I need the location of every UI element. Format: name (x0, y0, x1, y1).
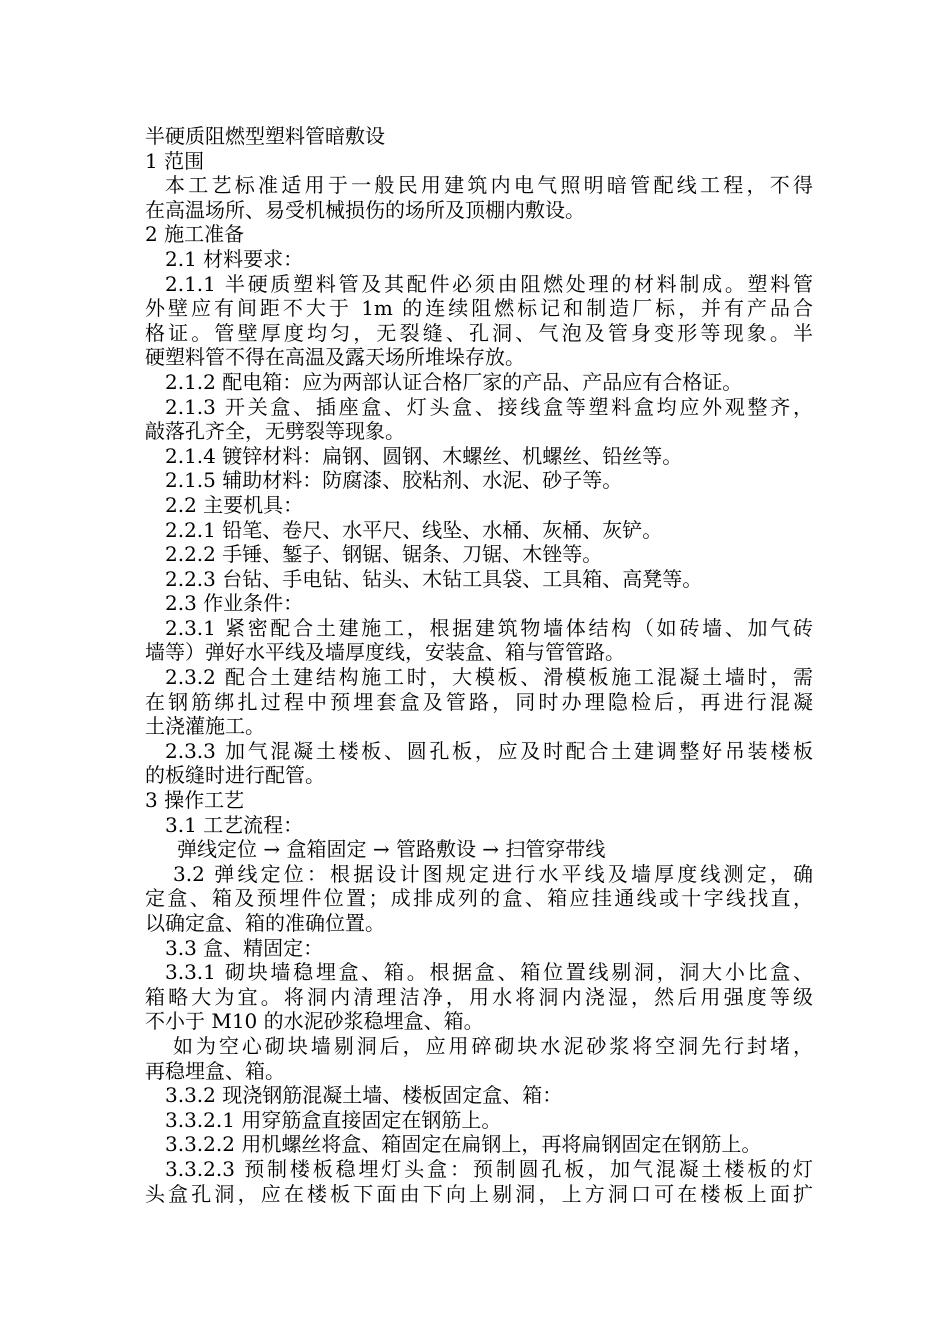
text-line: 2.1.5 辅助材料：防腐漆、胶粘剂、水泥、砂子等。 (165, 468, 623, 493)
text-line: 定盒、箱及预埋件位置；成排成列的盒、箱应挂通线或十字线找直， (145, 886, 813, 911)
text-line: 在高温场所、易受机械损伤的场所及顶棚内敷设。 (145, 197, 585, 222)
text-line: 2.1.2 配电箱：应为两部认证合格厂家的产品、产品应有合格证。 (165, 369, 743, 394)
text-line: 2.3.3 加气混凝土楼板、圆孔板，应及时配合土建调整好吊装楼板 (165, 738, 813, 763)
text-line: 2.3 作业条件： (165, 591, 304, 616)
text-line: 3.3.2.1 用穿筋盒直接固定在钢筋上。 (165, 1107, 502, 1132)
text-line: 3.2 弹线定位：根据设计图规定进行水平线及墙厚度线测定，确 (173, 861, 813, 886)
text-line: 2.1.1 半硬质塑料管及其配件必须由阻燃处理的材料制成。塑料管 (165, 271, 813, 296)
text-line: 如为空心砌块墙剔洞后，应用碎砌块水泥砂浆将空洞先行封堵， (173, 1033, 813, 1058)
text-line: 头盒孔洞，应在楼板下面由下向上剔洞，上方洞口可在楼板上面扩 (145, 1181, 813, 1206)
text-line: 3.3.2 现浇钢筋混凝土墙、楼板固定盒、箱： (165, 1083, 563, 1108)
text-line: 的板缝时进行配管。 (145, 763, 325, 788)
text-line: 土浇灌施工。 (145, 714, 265, 739)
text-line: 弹线定位 → 盒箱固定 → 管路敷设 → 扫管穿带线 (177, 837, 606, 862)
text-line: 2.2 主要机具： (165, 492, 304, 517)
text-line: 2.3.1 紧密配合土建施工，根据建筑物墙体结构（如砖墙、加气砖 (165, 615, 813, 640)
text-line: 墙等）弹好水平线及墙厚度线，安装盒、箱与管管路。 (145, 640, 625, 665)
text-line: 2.2.3 台钻、手电钻、钻头、木钻工具袋、工具箱、高凳等。 (165, 566, 703, 591)
text-line: 再稳埋盒、箱。 (145, 1058, 285, 1083)
text-line: 3.1 工艺流程： (165, 812, 304, 837)
text-line: 硬塑料管不得在高温及露天场所堆垛存放。 (145, 345, 525, 370)
text-line: 本工艺标准适用于一般民用建筑内电气照明暗管配线工程，不得 (165, 173, 813, 198)
text-line: 2.2.1 铅笔、卷尺、水平尺、线坠、水桶、灰桶、灰铲。 (165, 517, 663, 542)
text-line: 敲落孔齐全，无劈裂等现象。 (145, 419, 405, 444)
text-line: 3.3.2.3 预制楼板稳埋灯头盒：预制圆孔板，加气混凝土楼板的灯 (165, 1156, 813, 1181)
text-line: 2.1 材料要求： (165, 246, 304, 271)
text-line: 2.3.2 配合土建结构施工时，大模板、滑模板施工混凝土墙时，需 (165, 665, 813, 690)
document-title: 半硬质阻燃型塑料管暗敷设 (145, 124, 385, 148)
text-line: 3.3.1 砌块墙稳埋盒、箱。根据盒、箱位置线剔洞，洞大小比盒、 (165, 960, 813, 985)
document-body (145, 124, 813, 1206)
text-line: 不小于 M10 的水泥砂浆稳埋盒、箱。 (145, 1009, 484, 1034)
text-line: 2.2.2 手锤、錾子、钢锯、锯条、刀锯、木锉等。 (165, 542, 603, 567)
text-line: 3 操作工艺 (145, 788, 245, 813)
text-line: 格证。管壁厚度均匀，无裂缝、孔洞、气泡及管身变形等现象。半 (145, 320, 813, 345)
text-line: 2 施工准备 (145, 222, 245, 247)
text-line: 1 范围 (145, 148, 205, 173)
text-line: 外壁应有间距不大于 1m 的连续阻燃标记和制造厂标，并有产品合 (145, 296, 813, 321)
text-line: 箱略大为宜。将洞内清理洁净，用水将洞内浇湿，然后用强度等级 (145, 984, 813, 1009)
text-line: 2.1.4 镀锌材料：扁钢、圆钢、木螺丝、机螺丝、铅丝等。 (165, 443, 683, 468)
text-line: 2.1.3 开关盒、插座盒、灯头盒、接线盒等塑料盒均应外观整齐， (165, 394, 813, 419)
text-line: 在钢筋绑扎过程中预埋套盒及管路，同时办理隐检后，再进行混凝 (145, 689, 813, 714)
text-line: 3.3 盒、精固定： (165, 935, 324, 960)
text-line: 以确定盒、箱的准确位置。 (145, 911, 385, 935)
text-line: 3.3.2.2 用机螺丝将盒、箱固定在扁钢上，再将扁钢固定在钢筋上。 (165, 1132, 762, 1157)
